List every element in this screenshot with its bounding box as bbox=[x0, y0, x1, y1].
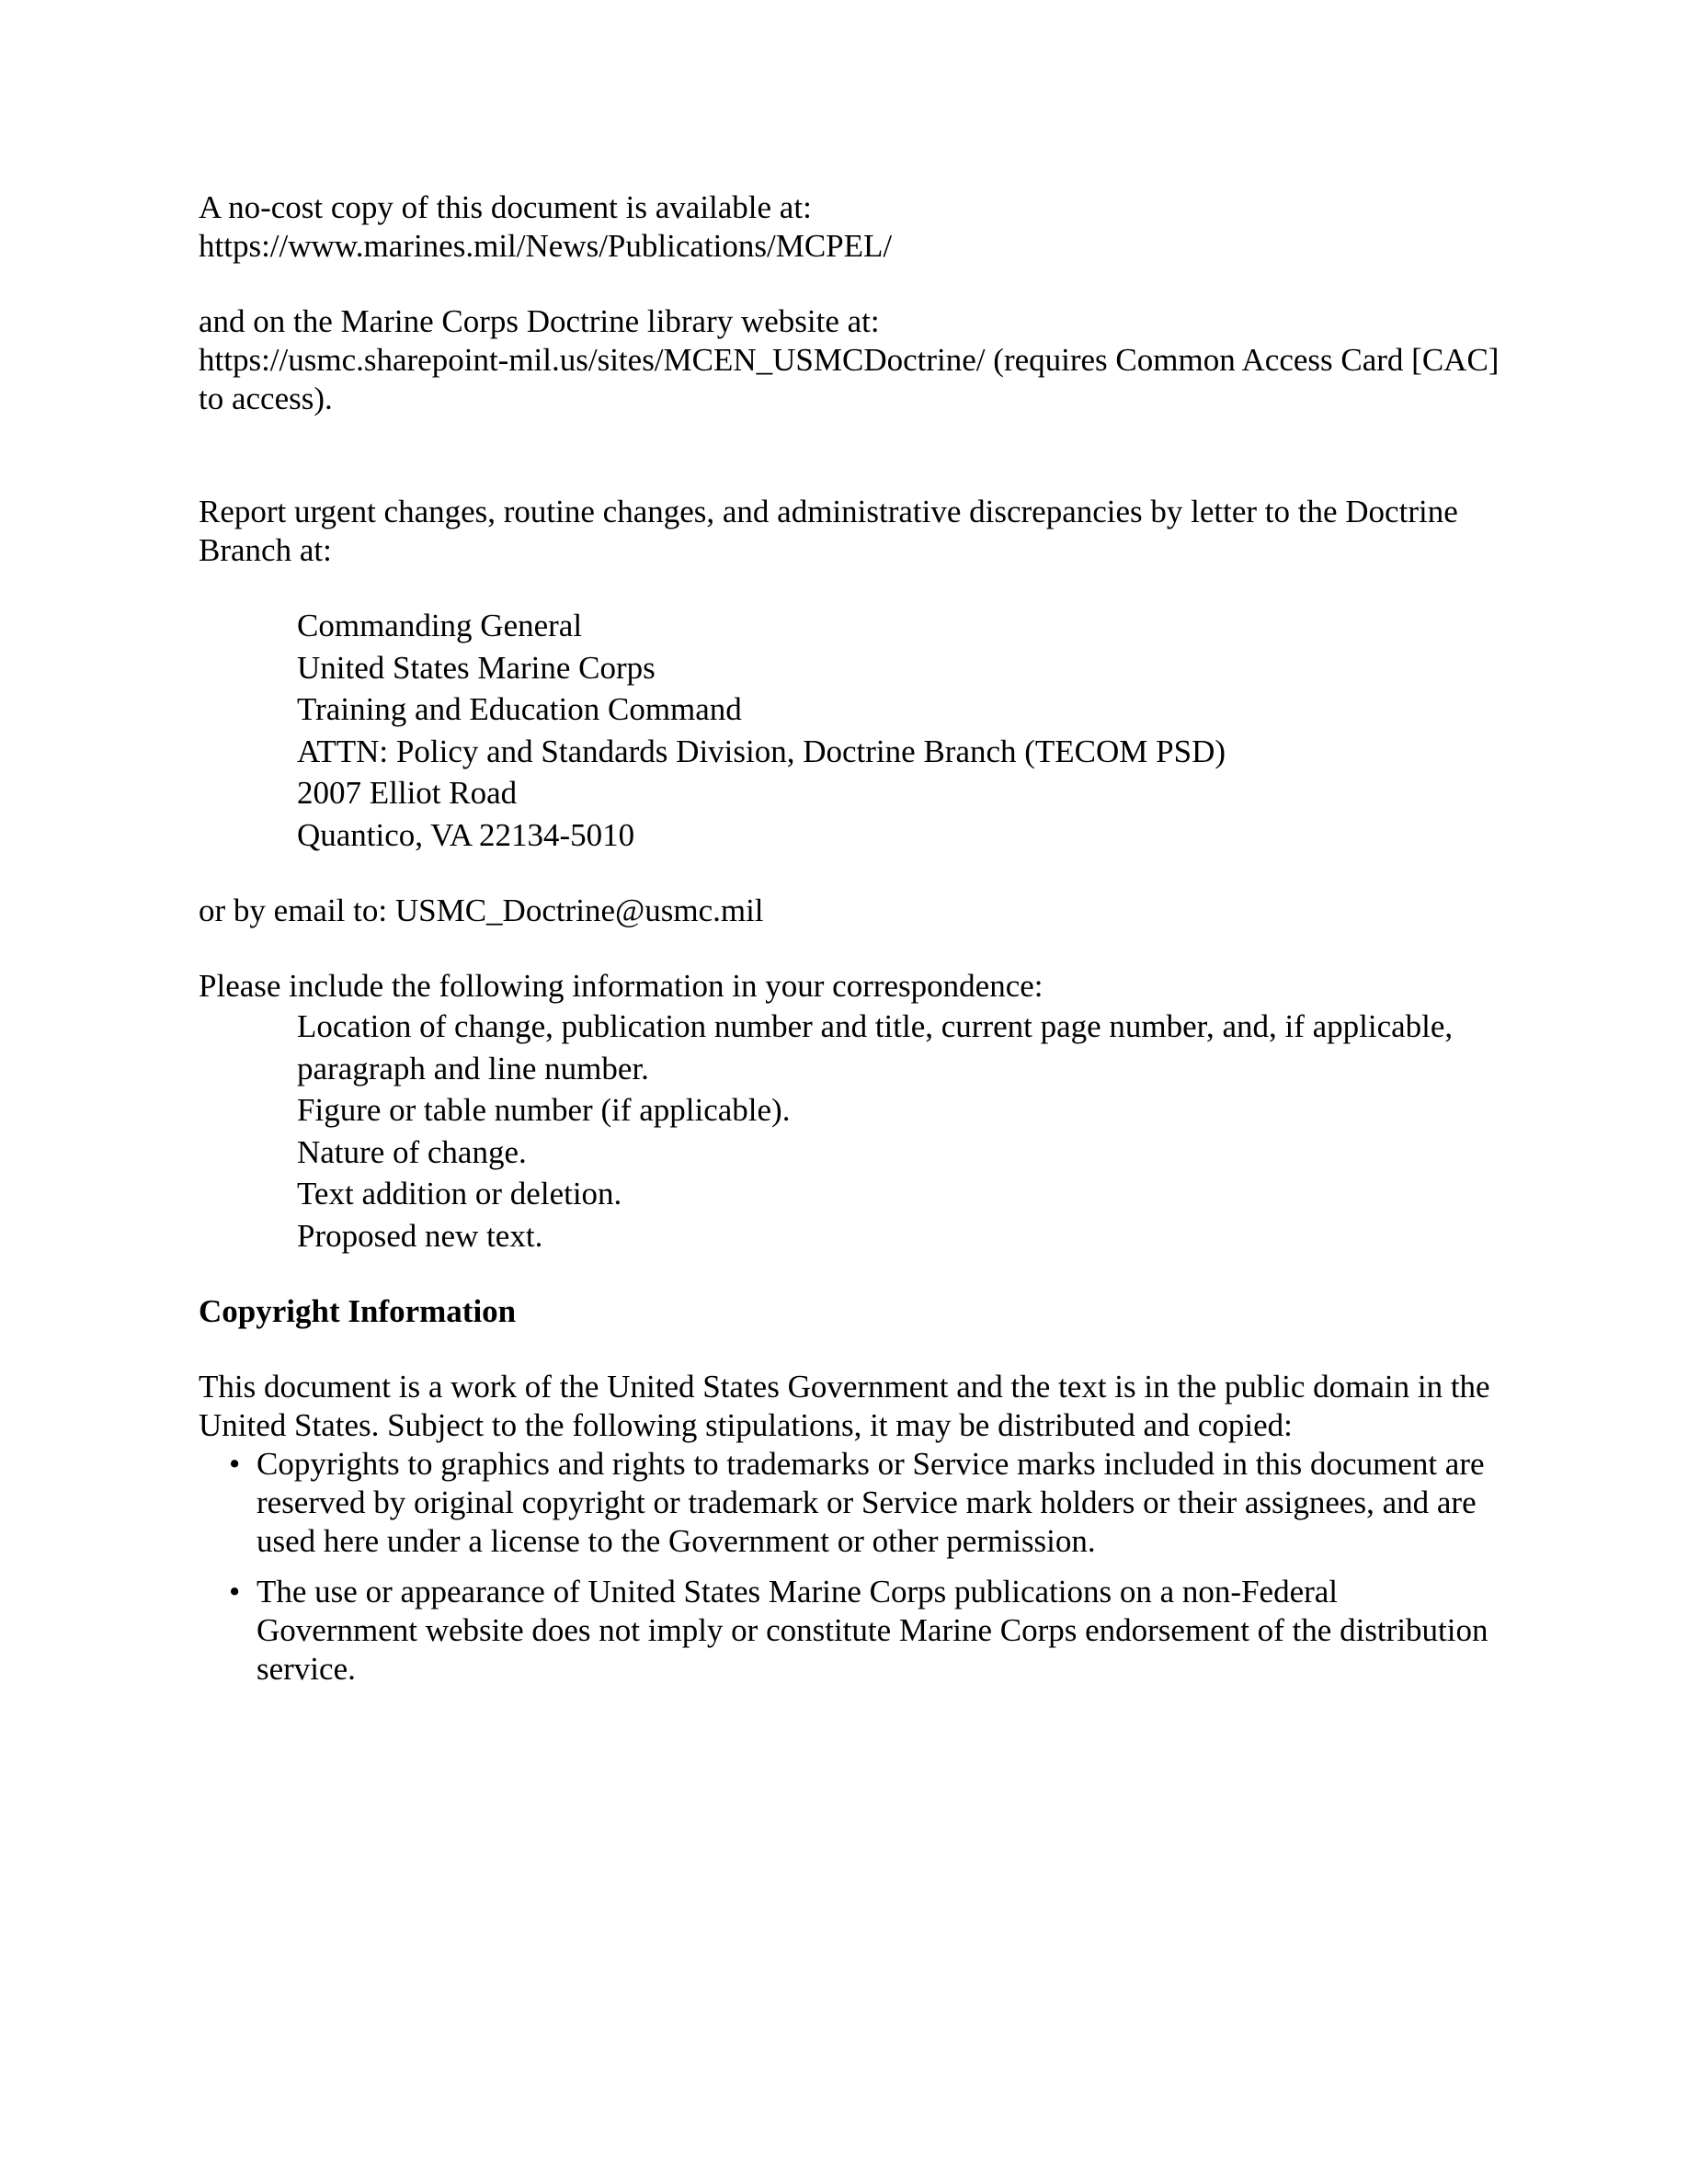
mcpel-url: https://www.marines.mil/News/Publications/MCPEL/ bbox=[199, 228, 893, 264]
list-item: Figure or table number (if applicable). bbox=[297, 1092, 791, 1128]
report-instructions: Report urgent changes, routine changes, and administrative discrepancies by letter to the Doctrine Branch at: bbox=[199, 494, 1458, 568]
email-line: or by email to: USMC_Doctrine@usmc.mil bbox=[199, 893, 764, 928]
copyright-heading: Copyright Information bbox=[199, 1293, 517, 1329]
bullet-symbol: • bbox=[229, 1446, 241, 1482]
list-item: Text addition or deletion. bbox=[297, 1176, 622, 1211]
list-item bbox=[199, 1445, 1504, 1561]
bullet-text: The use or appearance of United States Marine Corps publications on a non-Federal Government website does not imply or constitute Marine Corps endorsement of the distribution service. bbox=[257, 1574, 1488, 1687]
address-line: 2007 Elliot Road bbox=[297, 775, 518, 811]
list-item: Nature of change. bbox=[297, 1133, 527, 1170]
address-line: Quantico, VA 22134-5010 bbox=[297, 816, 635, 853]
document-page bbox=[199, 188, 1504, 1701]
address-line: ATTN: Policy and Standards Division, Doctrine Branch (TECOM PSD) bbox=[297, 733, 1226, 769]
correspondence-intro: Please include the following information in your correspondence: bbox=[199, 968, 1044, 1004]
address-line: Commanding General bbox=[297, 608, 583, 643]
copyright-bullets bbox=[199, 1445, 1504, 1689]
address-line: United States Marine Corps bbox=[297, 649, 656, 686]
copyright-intro: This document is a work of the United States Government and the text is in the public domain in the United States. Subject to the following stipulations, it may be distributed and copied: bbox=[199, 1369, 1490, 1443]
library-url-text: https://usmc.sharepoint-mil.us/sites/MCEN_USMCDoctrine/ (requires Common Access Card [CAC] to access). bbox=[199, 342, 1500, 416]
bullet-symbol: • bbox=[229, 1574, 241, 1610]
library-line: and on the Marine Corps Doctrine library website at: bbox=[199, 303, 880, 339]
address-line: Training and Education Command bbox=[297, 691, 742, 727]
correspondence-list bbox=[297, 1006, 1504, 1257]
availability-line: A no-cost copy of this document is available at: bbox=[199, 189, 812, 225]
list-item bbox=[199, 1573, 1504, 1689]
list-item: Location of change, publication number and title, current page number, and, if applicable, paragraph and line number. bbox=[297, 1008, 1454, 1086]
mailing-address bbox=[297, 605, 1504, 856]
bullet-text: Copyrights to graphics and rights to trademarks or Service marks included in this document are reserved by original copyright or trademark or Service mark holders or their assignees, and are used here under a license to the Government or other permission. bbox=[257, 1446, 1485, 1559]
list-item: Proposed new text. bbox=[297, 1217, 543, 1254]
